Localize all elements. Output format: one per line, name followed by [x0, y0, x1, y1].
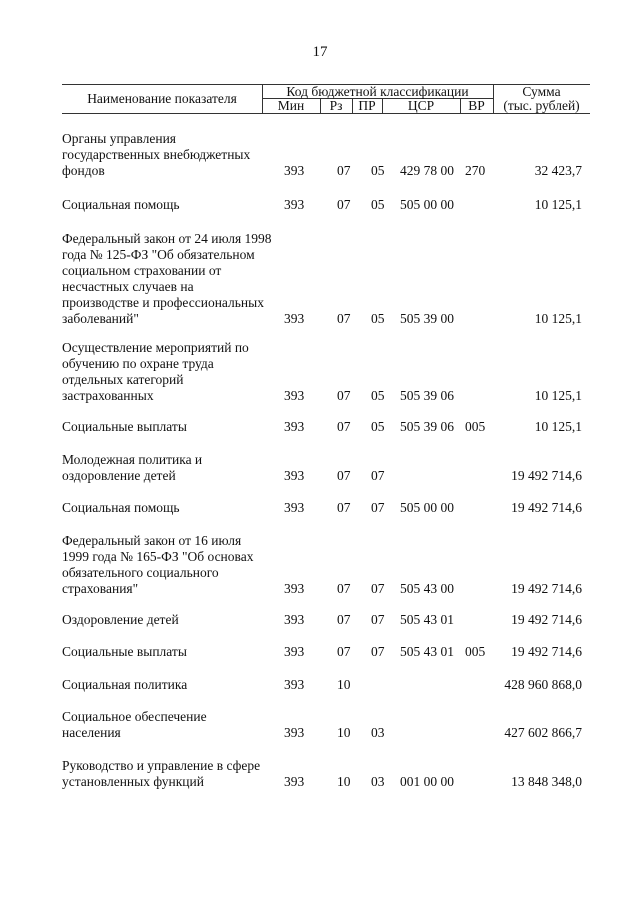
row-pr: 05 — [371, 163, 385, 178]
row-sum: 19 492 714,6 — [511, 644, 582, 659]
header-min: Мин — [277, 98, 305, 113]
row-sum: 10 125,1 — [534, 419, 582, 434]
table-row — [0, 758, 640, 790]
row-rz: 07 — [337, 500, 351, 515]
row-csr: 505 00 00 — [400, 500, 454, 515]
table-row — [0, 709, 640, 741]
table-row — [0, 131, 640, 179]
row-min: 393 — [284, 612, 305, 627]
row-csr: 001 00 00 — [400, 774, 454, 789]
row-min: 393 — [284, 388, 305, 403]
row-name: Руководство и управление в сфере установленных функций — [62, 758, 261, 789]
row-name: Молодежная политика и оздоровление детей — [62, 452, 203, 483]
row-pr: 07 — [371, 612, 385, 627]
row-min: 393 — [284, 581, 305, 596]
row-pr: 07 — [371, 468, 385, 483]
row-name: Социальная помощь — [62, 500, 180, 515]
table-row — [0, 644, 640, 660]
header-rz: Рз — [329, 98, 343, 113]
row-name: Федеральный закон от 24 июля 1998 года № 125-ФЗ "Об обязательном социальном страховании от несчастных случаев на производстве и профессиональных заболеваний" — [62, 231, 272, 326]
row-name: Социальное обеспечение населения — [62, 709, 207, 740]
row-pr: 05 — [371, 419, 385, 434]
row-rz: 10 — [337, 677, 351, 692]
header-code-group: Код бюджетной классификации — [286, 84, 469, 99]
row-pr: 05 — [371, 311, 385, 326]
row-min: 393 — [284, 774, 305, 789]
row-min: 393 — [284, 468, 305, 483]
row-sum: 10 125,1 — [534, 197, 582, 212]
table-row — [0, 197, 640, 213]
row-name: Федеральный закон от 16 июля 1999 года № 165-ФЗ "Об основах обязательного социального страхования" — [62, 533, 254, 596]
table-row — [0, 612, 640, 628]
row-pr: 07 — [371, 581, 385, 596]
row-pr: 07 — [371, 500, 385, 515]
row-pr: 03 — [371, 725, 385, 740]
row-sum: 19 492 714,6 — [511, 612, 582, 627]
row-csr: 505 43 01 — [400, 612, 454, 627]
row-csr: 505 39 06 — [400, 388, 454, 403]
row-sum: 13 848 348,0 — [511, 774, 582, 789]
row-rz: 10 — [337, 725, 351, 740]
row-rz: 07 — [337, 197, 351, 212]
row-pr: 03 — [371, 774, 385, 789]
header-vr: ВР — [468, 98, 485, 113]
row-rz: 07 — [337, 419, 351, 434]
table-row — [0, 419, 640, 435]
table-row — [0, 677, 640, 693]
row-name: Социальная политика — [62, 677, 188, 692]
header-csr: ЦСР — [407, 98, 435, 113]
row-rz: 07 — [337, 612, 351, 627]
row-sum: 19 492 714,6 — [511, 500, 582, 515]
row-rz: 07 — [337, 311, 351, 326]
row-rz: 07 — [337, 581, 351, 596]
row-name: Осуществление мероприятий по обучению по охране труда отдельных категорий застрахованных — [62, 340, 249, 403]
row-min: 393 — [284, 644, 305, 659]
row-min: 393 — [284, 197, 305, 212]
header-pr: ПР — [358, 98, 376, 113]
row-name: Социальная помощь — [62, 197, 180, 212]
row-pr: 05 — [371, 197, 385, 212]
table-row — [0, 500, 640, 516]
table-row — [0, 533, 640, 597]
row-min: 393 — [284, 311, 305, 326]
row-csr: 429 78 00 — [400, 163, 454, 178]
page-number: 17 — [312, 44, 328, 60]
row-name: Социальные выплаты — [62, 644, 187, 659]
row-csr: 505 39 00 — [400, 311, 454, 326]
row-min: 393 — [284, 500, 305, 515]
row-min: 393 — [284, 677, 305, 692]
row-sum: 10 125,1 — [534, 388, 582, 403]
row-name: Социальные выплаты — [62, 419, 187, 434]
row-csr: 505 00 00 — [400, 197, 454, 212]
row-rz: 07 — [337, 644, 351, 659]
row-csr: 505 39 06 — [400, 419, 454, 434]
row-sum: 32 423,7 — [534, 163, 582, 178]
row-vr: 005 — [465, 644, 486, 659]
row-min: 393 — [284, 163, 305, 178]
row-sum: 10 125,1 — [534, 311, 582, 326]
table-row — [0, 231, 640, 327]
row-csr: 505 43 00 — [400, 581, 454, 596]
row-name: Оздоровление детей — [62, 612, 179, 627]
header-sum: Сумма — [522, 84, 561, 99]
header-sum-unit: (тыс. рублей) — [503, 98, 580, 113]
header-name: Наименование показателя — [87, 91, 237, 106]
row-min: 393 — [284, 419, 305, 434]
row-rz: 07 — [337, 468, 351, 483]
row-csr: 505 43 01 — [400, 644, 454, 659]
row-sum: 428 960 868,0 — [504, 677, 582, 692]
row-rz: 10 — [337, 774, 351, 789]
row-sum: 427 602 866,7 — [504, 725, 582, 740]
row-pr: 07 — [371, 644, 385, 659]
table-row — [0, 340, 640, 404]
row-rz: 07 — [337, 163, 351, 178]
row-sum: 19 492 714,6 — [511, 581, 582, 596]
row-min: 393 — [284, 725, 305, 740]
row-pr: 05 — [371, 388, 385, 403]
row-sum: 19 492 714,6 — [511, 468, 582, 483]
table-row — [0, 452, 640, 484]
row-name: Органы управления государственных внебюджетных фондов — [62, 131, 251, 178]
row-rz: 07 — [337, 388, 351, 403]
row-vr: 270 — [465, 163, 486, 178]
row-vr: 005 — [465, 419, 486, 434]
table-header — [62, 84, 590, 114]
